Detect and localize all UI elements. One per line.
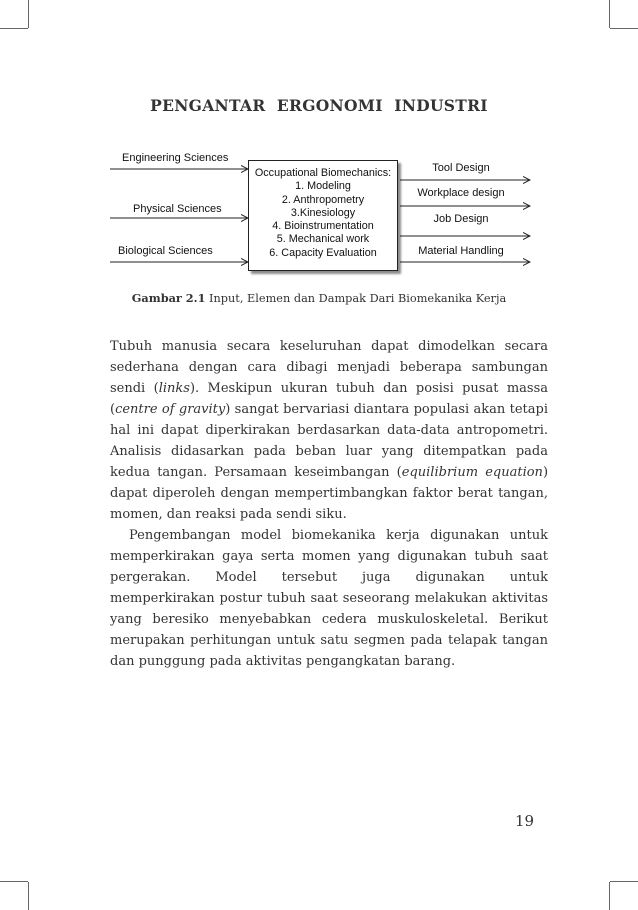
input-label-biological: Biological Sciences [118,245,213,257]
biomechanics-diagram [108,150,548,275]
box-item: 2. Anthropometry [281,193,365,206]
paragraph-text: Tubuh manusia secara keseluruhan dapat dimodelkan secara sederhana dengan cara dibagi menjadi beberapa sambungan sendi ( [110,339,548,396]
crop-mark [609,882,610,910]
crop-mark [610,28,638,29]
crop-mark [0,28,28,29]
input-label-physical: Physical Sciences [133,203,222,215]
box-title: Occupational Biomechanics: [254,167,392,179]
crop-mark [0,881,28,882]
paragraph-2: Pengembangan model biomekanika kerja digunakan untuk memperkirakan gaya serta momen yang digunakan tubuh saat pergerakan. Model tersebut juga digunakan untuk memperkirakan postur tubuh saat seseorang melakukan aktivitas yang beresiko menyebabkan cedera muskuloskeletal. Berikut merupakan perhitungan untuk satu segmen pada telapak tangan dan punggung pada aktivitas pengangkatan barang. [110,528,548,669]
box-item: 3.Kinesiology [290,206,356,219]
italic-term: links [158,381,190,396]
paragraph-1 [110,336,548,525]
output-label-job-design: Job Design [433,213,489,225]
paragraph-text: ) sangat bervariasi diantara populasi akan tetapi hal ini dapat diperkirakan berdasarkan data-data antropometri. Analisis didasarkan pada beban luar yang ditempatkan pada kedua tangan. Persamaan keseimbangan ( [110,402,548,480]
figure-caption [0,291,638,305]
box-item: 6. Capacity Evaluation [269,246,377,259]
paragraph-text: ) dapat diperoleh dengan mempertimbangkan faktor berat tangan, momen, dan reaksi pada sendi siku. [110,465,549,522]
page-number: 19 [515,812,535,830]
caption-text: Input, Elemen dan Dampak Dari Biomekanika Kerja [205,292,507,305]
crop-mark [610,881,638,882]
crop-mark [28,882,29,910]
paragraph-text: ). Meskipun ukuran tubuh dan posisi pusat massa ( [110,381,549,417]
crop-mark [609,0,610,28]
output-label-workplace-design: Workplace design [417,187,505,199]
crop-mark [28,0,29,28]
body-text [110,336,548,672]
italic-term: centre of gravity [115,402,226,417]
italic-term: equilibrium equation [401,465,543,480]
output-label-material-handling: Material Handling [418,245,504,257]
occupational-biomechanics-box [248,160,398,271]
input-label-engineering: Engineering Sciences [122,152,229,164]
output-label-tool-design: Tool Design [432,162,490,174]
box-item: 1. Modeling [295,180,351,193]
caption-label: Gambar 2.1 [131,291,206,305]
box-item: 4. Bioinstrumentation [272,220,374,233]
box-item: 5. Mechanical work [276,233,370,246]
page-header-title: PENGANTAR ERGONOMI INDUSTRI [150,96,488,115]
